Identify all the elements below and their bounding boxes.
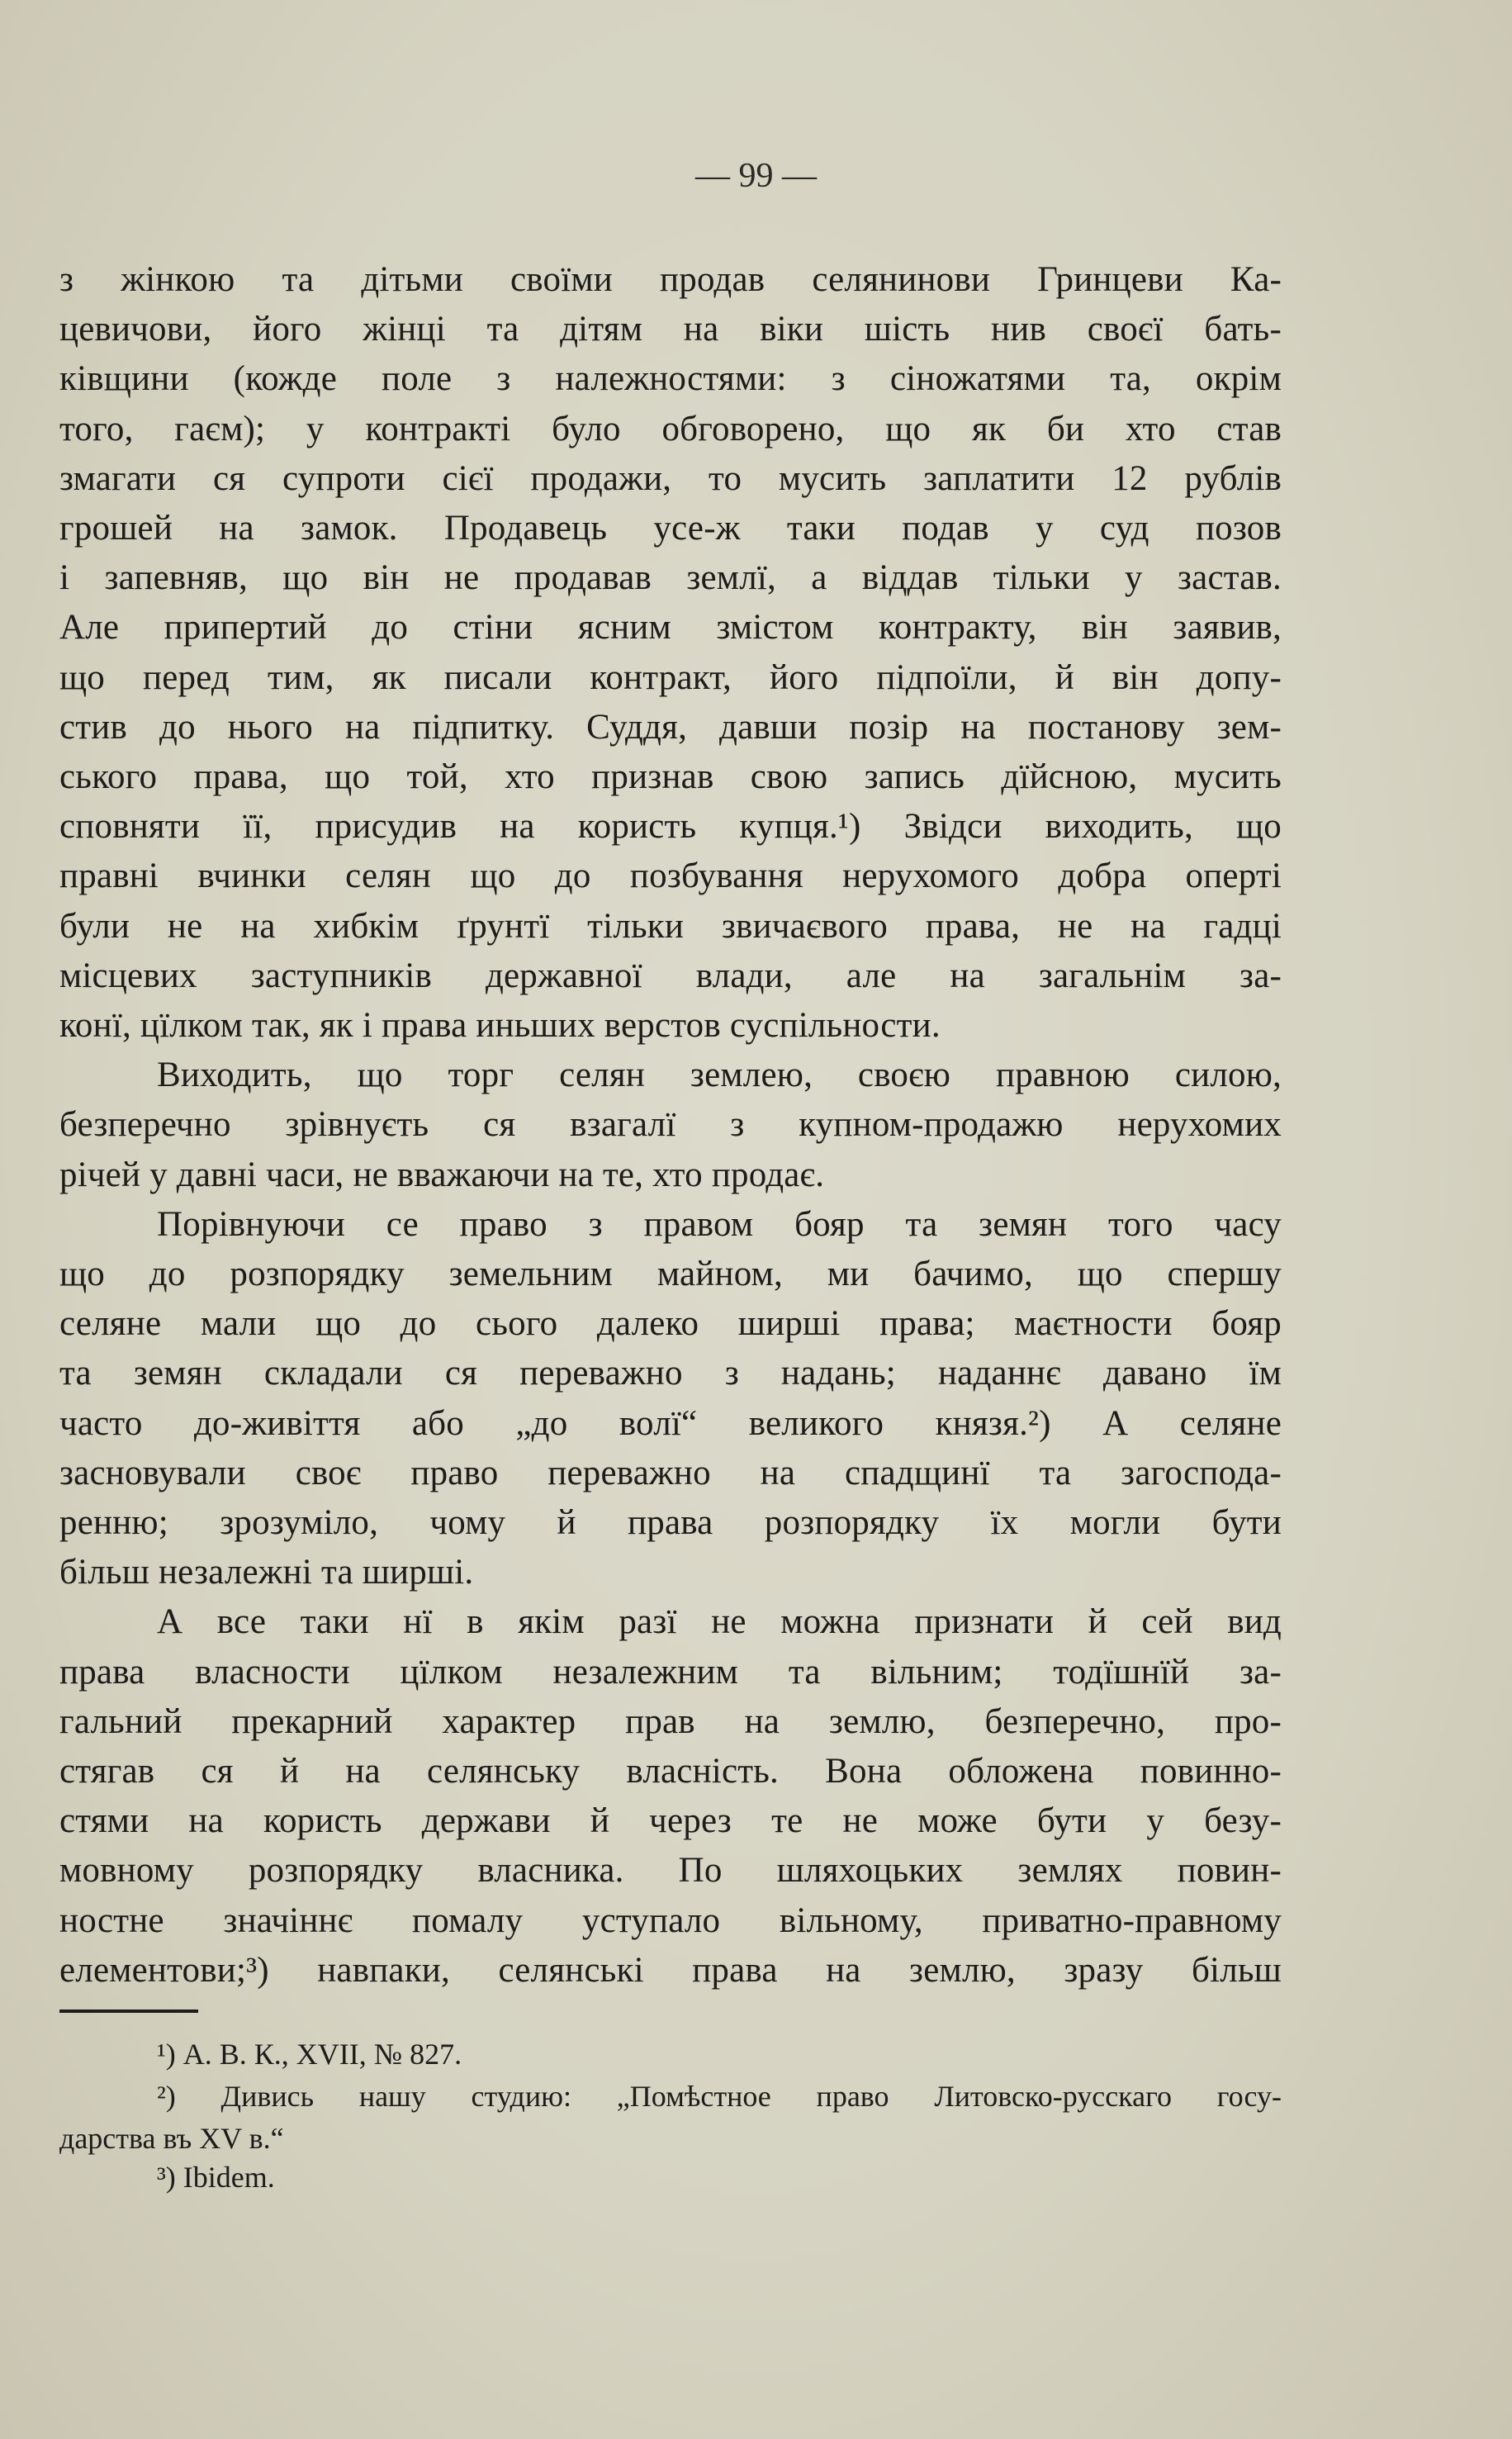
text-line: того, гаєм); у контракті було обговорено, що як би хто став	[59, 409, 1282, 448]
text-line: безперечно зрівнуєть ся взагалї з купном-продажю нерухомих	[59, 1105, 1282, 1145]
text-line: змагати ся супроти сієї продажи, то мусить заплатити 12 рублів	[59, 458, 1282, 498]
footnote-2: дарства въ XV в.“	[59, 2122, 284, 2155]
text-line: стив до нього на підпитку. Суддя, давши позір на постанову зем-	[59, 707, 1282, 747]
text-line: ностне значіннє помалу уступало вільному, приватно-правному	[59, 1900, 1282, 1940]
footnote-divider	[59, 2010, 198, 2013]
text-line: стягав ся й на селянську власність. Вона обложена повинно-	[59, 1752, 1282, 1791]
text-line: А все таки нї в якім разї не можна признати й сей вид	[157, 1602, 1282, 1642]
text-line: ського права, що той, хто признав свою запись дїйсною, мусить	[59, 757, 1282, 796]
page-number: — 99 —	[695, 157, 817, 195]
text-line: ківщини (кожде поле з належностями: з сіножатями та, окрім	[59, 359, 1282, 399]
text-line: цевичови, його жінці та дітям на віки шість нив своєї бать-	[59, 310, 1282, 349]
text-line: більш незалежні та ширші.	[59, 1553, 474, 1592]
text-line: були не на хибкім ґрунтї тільки звичаєвого права, не на гадці	[59, 906, 1282, 946]
text-line: з жінкою та дітьми своїми продав селянинови Гринцеви Ка-	[59, 260, 1282, 299]
text-line: і запевняв, що він не продавав землї, а віддав тільки у застав.	[59, 558, 1282, 598]
text-line: що до розпорядку земельним майном, ми бачимо, що спершу	[59, 1255, 1282, 1293]
footnote-3: ³) Ibidem.	[157, 2161, 275, 2194]
footnote-1: ¹) А. В. К., XVII, № 827.	[157, 2038, 462, 2071]
text-line: стями на користь держави й через те не може бути у безу-	[59, 1801, 1282, 1841]
text-line: що перед тим, як писали контракт, його підпоїли, й він допу-	[59, 657, 1282, 697]
text-line: права власности цїлком незалежним та вільним; тодїшнїй за-	[59, 1652, 1282, 1692]
text-line: засновували своє право переважно на спадщинї та загоспода-	[59, 1453, 1282, 1492]
text-line: конї, цїлком так, як і права иньших верстов суспільности.	[59, 1006, 941, 1045]
text-line: Але припертий до стіни ясним змістом контракту, він заявив,	[59, 608, 1282, 648]
text-line: правні вчинки селян що до позбування нерухомого добра оперті	[59, 856, 1282, 896]
text-line: Порівнуючи се право з правом бояр та земян того часу	[157, 1204, 1282, 1244]
text-line: Виходить, що торг селян землею, своєю правною силою,	[157, 1056, 1282, 1095]
text-line: річей у давні часи, не вважаючи на те, хто продає.	[59, 1155, 825, 1194]
text-line: часто до-живіття або „до волї“ великого князя.²) А селяне	[59, 1403, 1282, 1443]
text-line: ренню; зрозуміло, чому й права розпорядку їх могли бути	[59, 1503, 1282, 1542]
text-line: та земян складали ся переважно з надань; наданнє давано їм	[59, 1354, 1282, 1393]
text-line: мовному розпорядку власника. По шляхоцьких землях повин-	[59, 1851, 1282, 1891]
text-line: селяне мали що до сього далеко ширші права; маєтности бояр	[59, 1304, 1282, 1344]
footnote-2: ²) Дивись нашу студию: „Помѣстное право Литовско-русскаго госу-	[157, 2080, 1282, 2113]
text-line: гальний прекарний характер прав на землю, безперечно, про-	[59, 1701, 1282, 1741]
text-line: грошей на замок. Продавець усе-ж таки подав у суд позов	[59, 509, 1282, 548]
text-line: сповняти її, присудив на користь купця.¹) Звідси виходить, що	[59, 807, 1282, 847]
text-line: елементови;³) навпаки, селянські права на землю, зразу більш	[59, 1950, 1282, 1990]
text-line: місцевих заступників державної влади, але на загальнім за-	[59, 956, 1282, 995]
